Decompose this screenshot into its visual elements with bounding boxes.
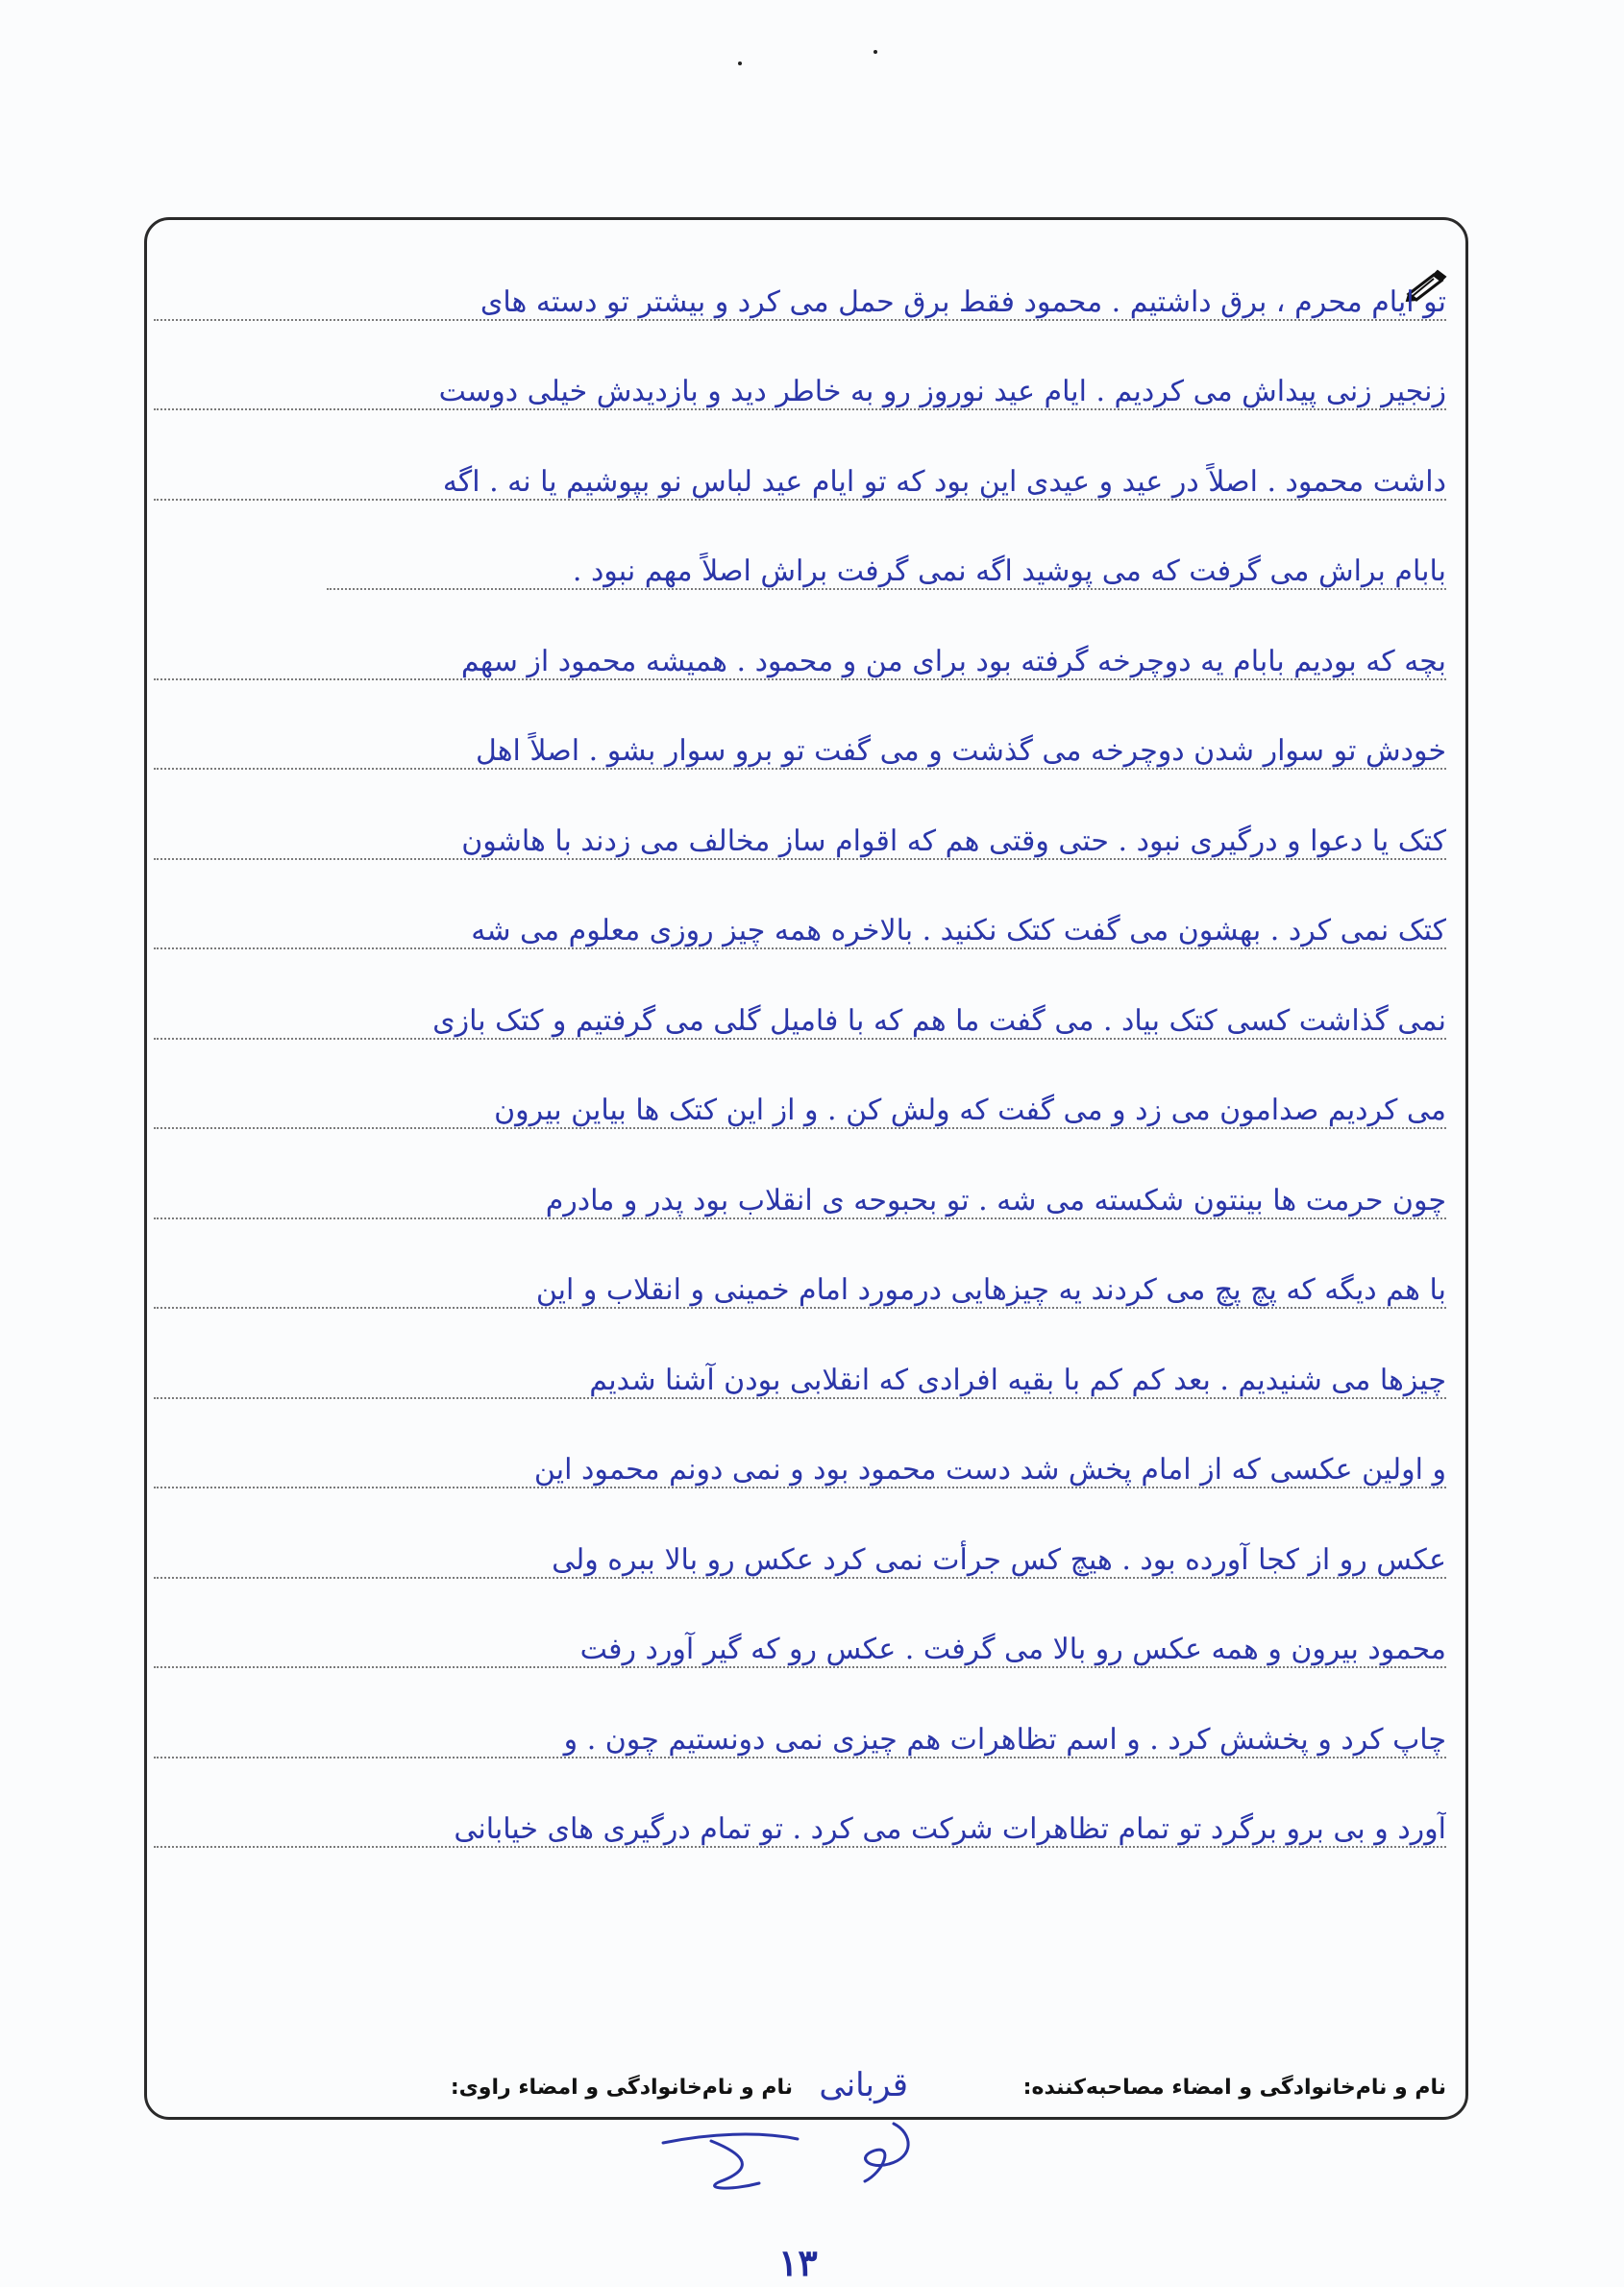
text-line: محمود بیرون و همه عکس رو بالا می گرفت . عکس رو که گیر آورد رفت [154,1600,1446,1690]
text-line: بابام براش می گرفت که می پوشید اگه نمی گرفت براش اصلاً مهم نبود . [154,522,1446,612]
scan-speck [874,50,877,54]
text-line: چیزها می شنیدیم . بعد کم کم با بقیه افرادی که انقلابی بودن آشنا شدیم [154,1330,1446,1420]
text-line: آورد و بی برو برگرد تو تمام تظاهرات شرکت می کرد . تو تمام درگیری های خیابانی [154,1780,1446,1870]
text-line: کتک نمی کرد . بهشون می گفت کتک نکنید . بالاخره همه چیز روزی معلوم می شه [154,881,1446,971]
text-line: با هم دیگه که پچ پچ می کردند یه چیزهایی درمورد امام خمینی و انقلاب و این [154,1241,1446,1331]
interviewer-name: قربانی [819,2066,908,2104]
interviewer-label: نام و نام‌خانوادگی و امضاء مصاحبه‌کننده: [1022,2076,1446,2100]
text-line: چون حرمت ها بینتون شکسته می شه . تو بحبوحه ی انقلاب بود پدر و مادرم [154,1150,1446,1241]
page-number: ۱۳ [778,2241,818,2284]
text-line: و اولین عکسی که از امام پخش شد دست محمود بود و نمی دونم محمود این [154,1420,1446,1511]
text-line: می کردیم صدامون می زد و می گفت که ولش کن . و از این کتک ها بیاین بیرون [154,1061,1446,1151]
text-line: کتک یا دعوا و درگیری نبود . حتی وقتی هم که اقوام ساز مخالف می زدند با هاشون [154,791,1446,881]
signature-footer [163,2066,1446,2110]
handwritten-text [154,252,1446,1869]
text-line: زنجیر زنی پیداش می کردیم . ایام عید نوروز رو به خاطر دید و بازدیدش خیلی دوست [154,342,1446,432]
text-line: عکس رو از کجا آورده بود . هیچ کس جرأت نمی کرد عکس رو بالا ببره ولی [154,1510,1446,1600]
signature-scribble [653,2114,942,2210]
text-line: نمی گذاشت کسی کتک بیاد . می گفت ما هم که با فامیل گلی می گرفتیم و کتک بازی [154,971,1446,1061]
scan-speck [738,61,742,65]
text-line: چاپ کرد و پخشش کرد . و اسم تظاهرات هم چیزی نمی دونستیم چون . و [154,1689,1446,1780]
text-line: خودش تو سوار شدن دوچرخه می گذشت و می گفت تو برو سوار بشو . اصلاً اهل [154,701,1446,792]
text-line: تو ایام محرم ، برق داشتیم . محمود فقط برق حمل می کرد و بیشتر تو دسته های [154,252,1446,342]
narrator-label: نام و نام‌خانوادگی و امضاء راوی: [450,2076,793,2100]
text-line: داشت محمود . اصلاً در عید و عیدی این بود که تو ایام عید لباس نو بپوشیم یا نه . اگه [154,431,1446,522]
text-line: بچه که بودیم بابام یه دوچرخه گرفته بود برای من و محمود . همیشه محمود از سهم [154,611,1446,701]
